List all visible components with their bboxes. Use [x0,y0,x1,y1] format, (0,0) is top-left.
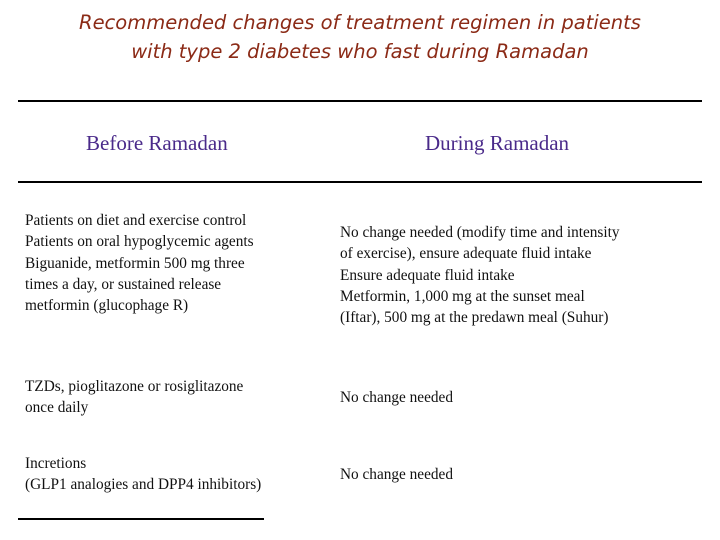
row-1-during-line: Metformin, 1,000 mg at the sunset meal [340,287,585,305]
row-1-before-line: Patients on diet and exercise control [25,212,247,229]
column-header-before: Before Ramadan [86,131,228,155]
table-bottom-rule [18,518,264,520]
row-1-during-line: Ensure adequate fluid intake [340,266,515,284]
row-1-during-line: of exercise), ensure adequate fluid intake [340,245,592,263]
column-header-during: During Ramadan [425,131,570,155]
row-2-before-line: once daily [25,399,89,417]
row-3-before-cell [25,453,261,496]
row-1-before-line: Patients on oral hypoglycemic agents [25,233,254,251]
row-1-before-cell [25,210,254,316]
row-3-during-line: No change needed [340,466,453,483]
title-line-1: Recommended changes of treatment regimen in patients [79,11,641,34]
row-1-before-line: metformin (glucophage R) [25,297,189,315]
row-1-before-line: times a day, or sustained release [25,275,222,293]
table-top-rule [18,100,702,102]
row-3-during-cell [340,464,453,485]
header-bottom-rule [18,181,702,183]
title-line-2: with type 2 diabetes who fast during Ramadan [131,40,589,63]
row-2-before-line: TZDs, pioglitazone or rosiglitazone [25,378,244,395]
slide-title [0,8,720,66]
row-1-before-line: Biguanide, metformin 500 mg three [25,254,245,272]
row-2-during-line: No change needed [340,389,453,406]
row-1-during-cell [340,222,620,328]
row-2-before-cell [25,376,243,419]
row-3-before-line: Incretions [25,455,87,472]
row-1-during-line: No change needed (modify time and intensity [340,224,620,241]
row-2-during-cell [340,387,453,408]
row-1-during-line: (Iftar), 500 mg at the predawn meal (Suhur) [340,309,609,327]
row-3-before-line: (GLP1 analogies and DPP4 inhibitors) [25,476,262,494]
